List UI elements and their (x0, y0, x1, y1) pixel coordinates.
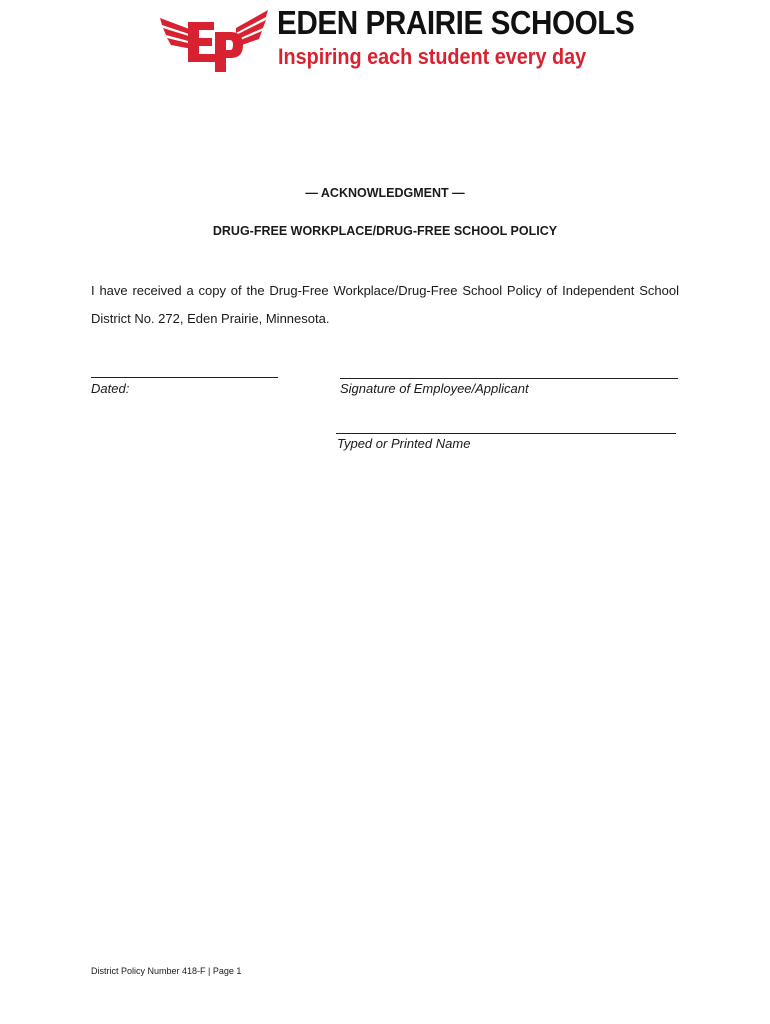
acknowledgment-paragraph: I have received a copy of the Drug-Free Workplace/Drug-Free School Policy of Independent School District No. 272, Eden Prairie, Minnesota. (91, 283, 679, 326)
printed-name-label: Typed or Printed Name (337, 436, 471, 451)
eden-prairie-logo (158, 8, 270, 74)
signature-label: Signature of Employee/Applicant (340, 381, 529, 396)
organization-tagline: Inspiring each student every day (278, 44, 587, 69)
dated-line (91, 377, 278, 378)
organization-name: EDEN PRAIRIE SCHOOLS (277, 4, 635, 41)
document-subheading: DRUG-FREE WORKPLACE/DRUG-FREE SCHOOL POLICY (212, 224, 558, 238)
dated-label: Dated: (91, 381, 130, 396)
signature-line (340, 378, 678, 379)
printed-name-line (336, 433, 676, 434)
document-heading: — ACKNOWLEDGMENT — (305, 186, 465, 200)
page-footer: District Policy Number 418-F | Page 1 (91, 966, 242, 976)
